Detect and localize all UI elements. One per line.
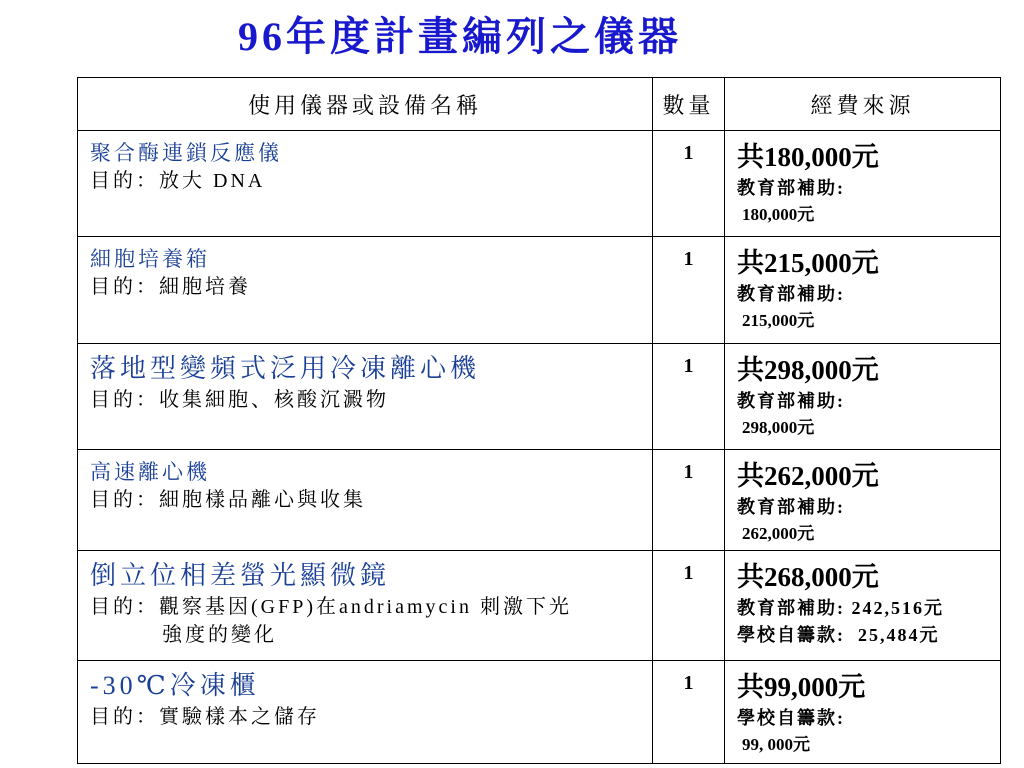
quantity-cell <box>653 551 725 661</box>
table-header-quantity: 數量 <box>653 78 725 131</box>
funding-cell <box>725 450 1001 551</box>
equipment-purpose-continued: 強度的變化 <box>162 624 277 646</box>
quantity-value: 1 <box>683 672 694 694</box>
equipment-purpose: 目的：觀察基因(GFP)在andriamycin 刺激下光 <box>90 596 572 618</box>
table-row <box>78 450 1001 551</box>
equipment-name: 聚合酶連鎖反應儀 <box>90 141 282 165</box>
equipment-purpose: 目的：收集細胞、核酸沉澱物 <box>90 389 389 411</box>
quantity-cell <box>653 344 725 450</box>
table-row <box>78 551 1001 661</box>
funding-source-label: 教育部補助: <box>737 497 845 517</box>
funding-total: 共99,000元 <box>737 672 866 702</box>
funding-total: 共180,000元 <box>737 142 879 172</box>
table-header-equipment-name: 使用儀器或設備名稱 <box>78 78 653 131</box>
quantity-cell <box>653 131 725 237</box>
quantity-value: 1 <box>683 248 694 270</box>
equipment-purpose: 目的：細胞培養 <box>90 276 251 298</box>
table-row <box>78 344 1001 450</box>
funding-total: 共298,000元 <box>737 355 879 385</box>
equipment-name: 倒立位相差螢光顯微鏡 <box>90 561 391 590</box>
funding-source-label: 教育部補助: <box>737 178 845 198</box>
funding-cell <box>725 344 1001 450</box>
table-row <box>78 661 1001 764</box>
equipment-purpose: 目的：細胞樣品離心與收集 <box>90 489 366 511</box>
quantity-value: 1 <box>683 562 694 584</box>
quantity-cell <box>653 237 725 344</box>
funding-source-label: 教育部補助: <box>737 284 845 304</box>
funding-total: 共215,000元 <box>737 248 879 278</box>
quantity-value: 1 <box>683 461 694 483</box>
table-row <box>78 131 1001 237</box>
funding-source-amount: 298,000元 <box>742 418 815 437</box>
equipment-purpose: 目的：實驗樣本之儲存 <box>90 706 320 728</box>
funding-source-school: 學校自籌款: 25,484元 <box>737 625 940 645</box>
quantity-value: 1 <box>683 142 694 164</box>
funding-cell <box>725 551 1001 661</box>
funding-source-label: 學校自籌款: <box>737 708 845 728</box>
equipment-cell <box>78 450 653 551</box>
funding-cell <box>725 661 1001 764</box>
equipment-purpose: 目的：放大 DNA <box>90 170 266 192</box>
funding-cell <box>725 237 1001 344</box>
funding-cell <box>725 131 1001 237</box>
table-row <box>78 237 1001 344</box>
equipment-cell <box>78 131 653 237</box>
quantity-cell <box>653 661 725 764</box>
funding-source-amount: 180,000元 <box>742 205 815 224</box>
equipment-name: 細胞培養箱 <box>90 247 210 271</box>
equipment-table <box>77 77 1001 764</box>
quantity-cell <box>653 450 725 551</box>
funding-source-label: 教育部補助: <box>737 391 845 411</box>
equipment-cell <box>78 551 653 661</box>
table-header-row <box>78 78 1001 131</box>
equipment-name: 高速離心機 <box>90 460 210 484</box>
table-header-funding-source: 經費來源 <box>725 78 1001 131</box>
equipment-cell <box>78 661 653 764</box>
funding-total: 共262,000元 <box>737 461 879 491</box>
page-title: 96年度計畫編列之儀器 <box>238 14 682 59</box>
equipment-name: 落地型變頻式泛用冷凍離心機 <box>90 354 481 383</box>
funding-source-amount: 262,000元 <box>742 524 815 543</box>
quantity-value: 1 <box>683 355 694 377</box>
equipment-name: -30℃冷凍櫃 <box>90 671 260 700</box>
equipment-cell <box>78 344 653 450</box>
funding-source-ministry: 教育部補助: 242,516元 <box>737 598 944 618</box>
funding-source-amount: 215,000元 <box>742 311 815 330</box>
funding-total: 共268,000元 <box>737 562 879 592</box>
funding-source-amount: 99, 000元 <box>742 735 810 754</box>
equipment-cell <box>78 237 653 344</box>
